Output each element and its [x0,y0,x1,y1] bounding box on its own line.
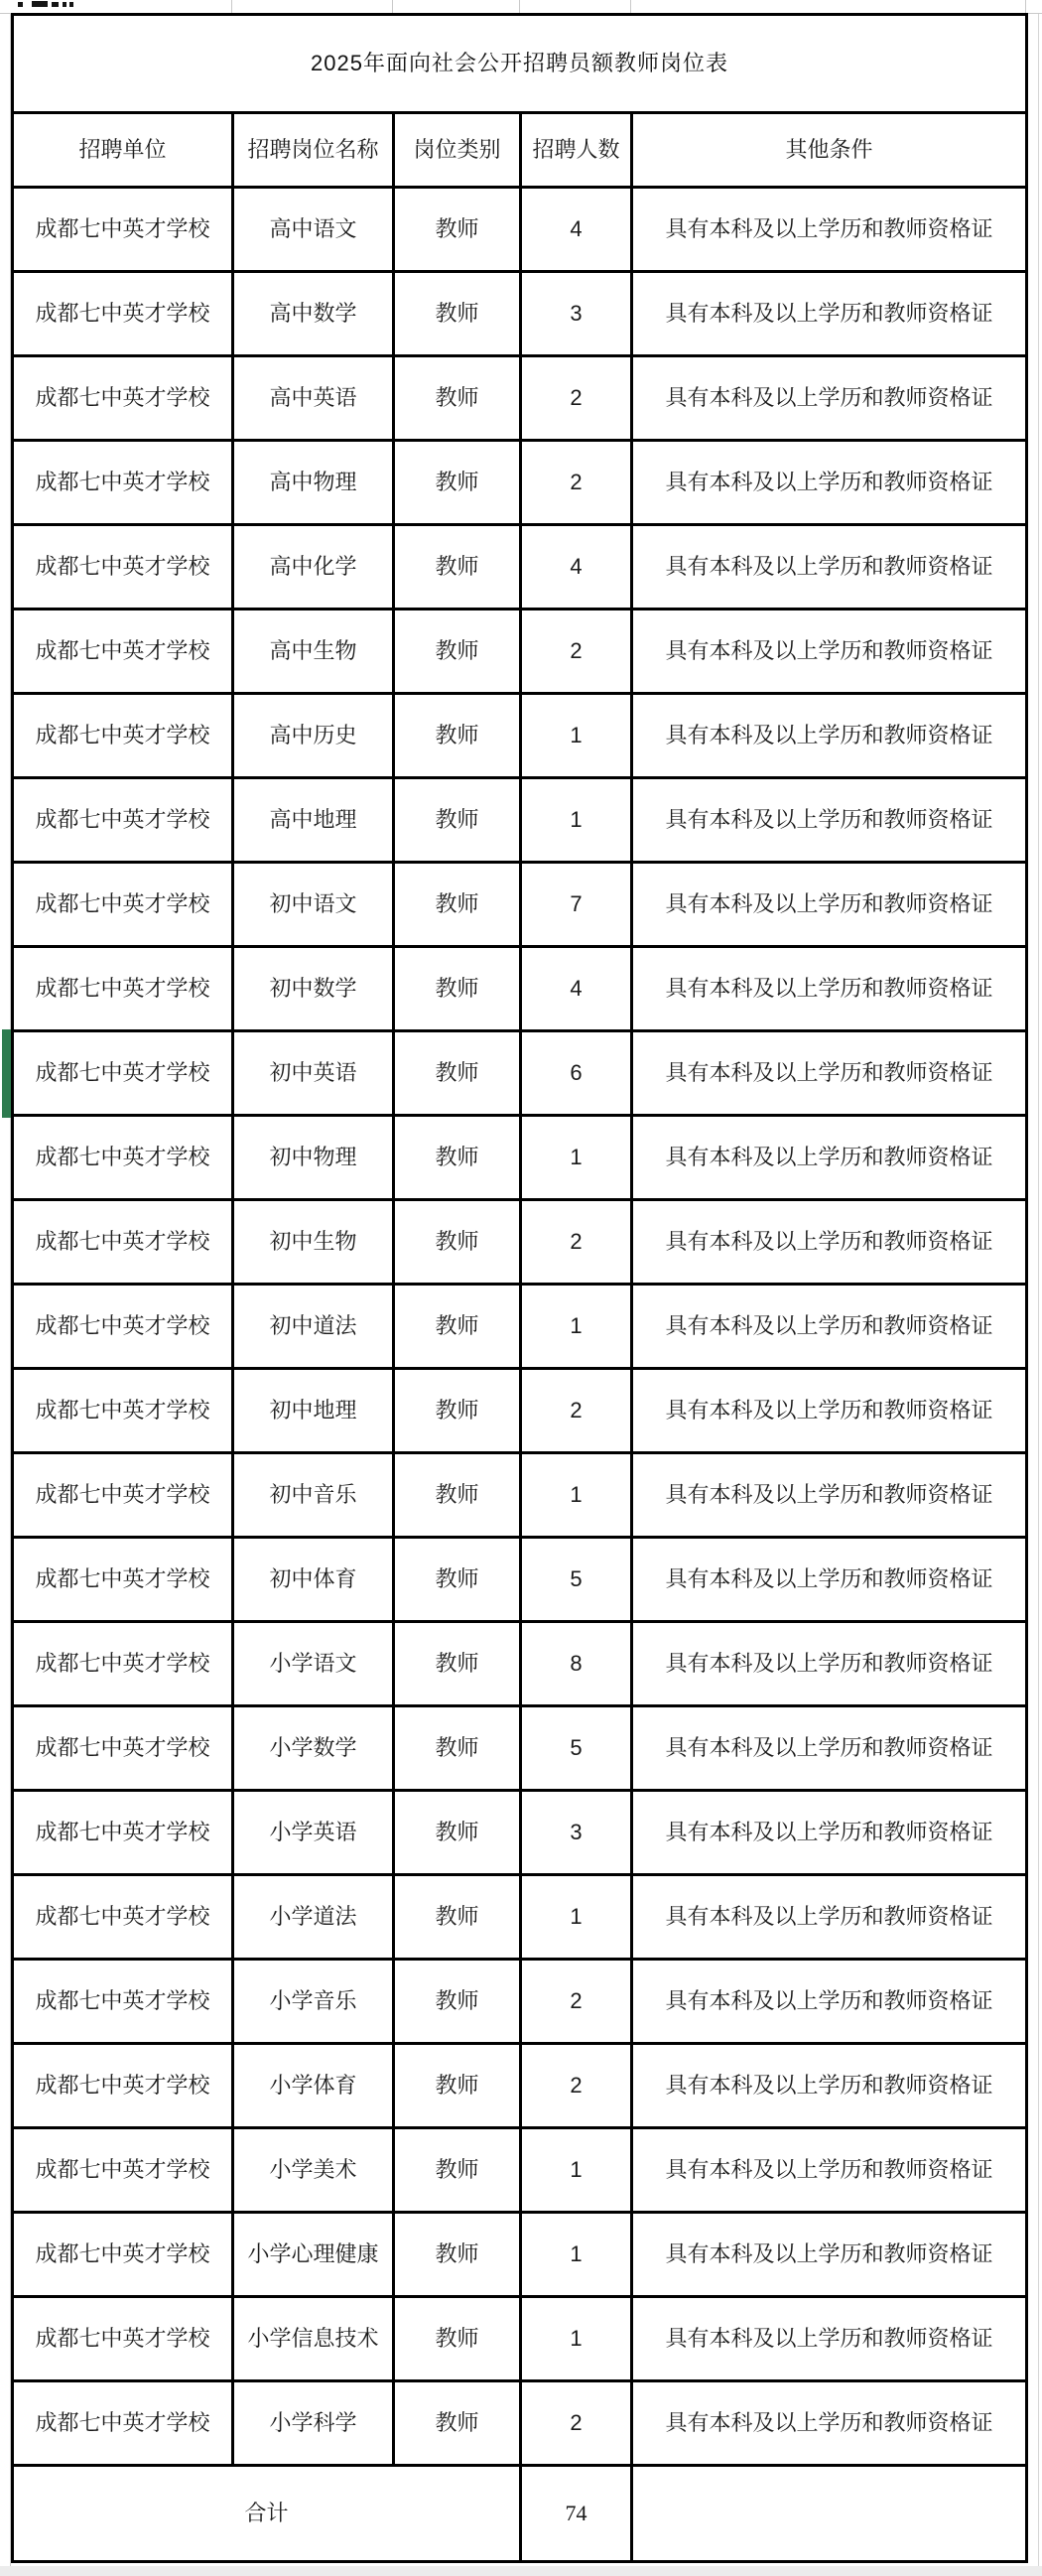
cell-condition[interactable]: 具有本科及以上学历和教师资格证 [632,188,1027,272]
cell-condition[interactable]: 具有本科及以上学历和教师资格证 [632,1791,1027,1875]
cell-condition[interactable]: 具有本科及以上学历和教师资格证 [632,778,1027,863]
cell-condition[interactable]: 具有本科及以上学历和教师资格证 [632,1031,1027,1116]
cell-category[interactable]: 教师 [394,2128,521,2213]
cell-count[interactable]: 1 [521,1875,632,1960]
cell-count[interactable]: 5 [521,1706,632,1791]
cell-count[interactable]: 1 [521,2297,632,2381]
cell-condition[interactable]: 具有本科及以上学历和教师资格证 [632,1706,1027,1791]
cell-unit[interactable]: 成都七中英才学校 [13,778,233,863]
cell-position[interactable]: 初中语文 [233,863,394,947]
cell-category[interactable]: 教师 [394,1369,521,1453]
cell-condition[interactable]: 具有本科及以上学历和教师资格证 [632,2381,1027,2466]
cell-unit[interactable]: 成都七中英才学校 [13,1369,233,1453]
table-row [13,1875,1027,1960]
cell-condition[interactable]: 具有本科及以上学历和教师资格证 [632,1285,1027,1369]
recruitment-table [11,13,1028,2563]
cell-unit[interactable]: 成都七中英才学校 [13,1285,233,1369]
cell-count[interactable]: 1 [521,694,632,778]
table-row [13,947,1027,1031]
bottom-gray-strip [0,2566,1042,2576]
cell-position[interactable]: 小学语文 [233,1622,394,1706]
cell-count[interactable]: 1 [521,1285,632,1369]
cell-count[interactable]: 2 [521,1200,632,1285]
cell-category[interactable]: 教师 [394,1031,521,1116]
cell-unit[interactable]: 成都七中英才学校 [13,441,233,525]
cell-unit[interactable]: 成都七中英才学校 [13,2128,233,2213]
cell-category[interactable]: 教师 [394,1200,521,1285]
table-row [13,2381,1027,2466]
table-row [13,2044,1027,2128]
cell-unit[interactable]: 成都七中英才学校 [13,1031,233,1116]
cell-unit[interactable]: 成都七中英才学校 [13,356,233,441]
cell-category[interactable]: 教师 [394,525,521,610]
table-header-row [13,113,1027,188]
cell-unit[interactable]: 成都七中英才学校 [13,188,233,272]
table-row [13,1285,1027,1369]
table-row [13,1116,1027,1200]
cell-category[interactable]: 教师 [394,2297,521,2381]
cell-unit[interactable]: 成都七中英才学校 [13,863,233,947]
table-row [13,1369,1027,1453]
column-header-position[interactable]: 招聘岗位名称 [233,113,394,188]
cell-category[interactable]: 教师 [394,1116,521,1200]
cell-unit[interactable]: 成都七中英才学校 [13,1538,233,1622]
cell-position[interactable]: 初中体育 [233,1538,394,1622]
cell-unit[interactable]: 成都七中英才学校 [13,1116,233,1200]
cell-unit[interactable]: 成都七中英才学校 [13,1706,233,1791]
clipped-text-remnant [63,2,66,7]
cell-condition[interactable]: 具有本科及以上学历和教师资格证 [632,2213,1027,2297]
title-row [13,15,1027,113]
cell-position[interactable]: 高中语文 [233,188,394,272]
cell-position[interactable]: 初中道法 [233,1285,394,1369]
cell-category[interactable]: 教师 [394,441,521,525]
cell-position[interactable]: 初中数学 [233,947,394,1031]
table-row [13,1453,1027,1538]
table-row [13,1960,1027,2044]
cell-position[interactable]: 初中英语 [233,1031,394,1116]
cell-condition[interactable]: 具有本科及以上学历和教师资格证 [632,1116,1027,1200]
cell-category[interactable]: 教师 [394,2044,521,2128]
cell-count[interactable]: 1 [521,1116,632,1200]
cell-count[interactable]: 7 [521,863,632,947]
cell-condition[interactable]: 具有本科及以上学历和教师资格证 [632,441,1027,525]
table-row [13,1538,1027,1622]
cell-category[interactable]: 教师 [394,778,521,863]
cell-position[interactable]: 初中生物 [233,1200,394,1285]
cell-position[interactable]: 高中物理 [233,441,394,525]
cell-condition[interactable]: 具有本科及以上学历和教师资格证 [632,1200,1027,1285]
cell-position[interactable]: 高中地理 [233,778,394,863]
cell-category[interactable]: 教师 [394,272,521,356]
table-row [13,694,1027,778]
table-row [13,1791,1027,1875]
cell-position[interactable]: 小学数学 [233,1706,394,1791]
cell-condition[interactable]: 具有本科及以上学历和教师资格证 [632,1960,1027,2044]
cell-count[interactable]: 2 [521,610,632,694]
cell-count[interactable]: 1 [521,2128,632,2213]
cell-category[interactable]: 教师 [394,356,521,441]
cell-category[interactable]: 教师 [394,1960,521,2044]
cell-category[interactable]: 教师 [394,2213,521,2297]
clipped-text-remnant [32,1,48,7]
clipped-text-remnant [52,2,59,7]
top-clipped-row [0,0,1042,14]
cell-count[interactable]: 5 [521,1538,632,1622]
cell-count[interactable]: 2 [521,356,632,441]
cell-count[interactable]: 8 [521,1622,632,1706]
cell-condition[interactable]: 具有本科及以上学历和教师资格证 [632,694,1027,778]
cell-category[interactable]: 教师 [394,947,521,1031]
cell-category[interactable]: 教师 [394,1622,521,1706]
cell-count[interactable]: 6 [521,1031,632,1116]
column-header-category[interactable]: 岗位类别 [394,113,521,188]
cell-unit[interactable]: 成都七中英才学校 [13,947,233,1031]
table-row [13,272,1027,356]
cell-unit[interactable]: 成都七中英才学校 [13,1453,233,1538]
cell-condition[interactable]: 具有本科及以上学历和教师资格证 [632,1369,1027,1453]
column-header-count[interactable]: 招聘人数 [521,113,632,188]
cell-condition[interactable]: 具有本科及以上学历和教师资格证 [632,2128,1027,2213]
cell-position[interactable]: 小学音乐 [233,1960,394,2044]
row-selection-bar[interactable] [2,1029,11,1118]
table-row [13,2297,1027,2381]
cell-count[interactable]: 4 [521,188,632,272]
cell-condition[interactable]: 具有本科及以上学历和教师资格证 [632,1622,1027,1706]
column-gridline-stub [630,0,631,13]
cell-condition[interactable]: 具有本科及以上学历和教师资格证 [632,1875,1027,1960]
cell-condition[interactable]: 具有本科及以上学历和教师资格证 [632,1538,1027,1622]
cell-category[interactable]: 教师 [394,2381,521,2466]
cell-count[interactable]: 1 [521,1453,632,1538]
cell-count[interactable]: 2 [521,441,632,525]
table-row [13,356,1027,441]
cell-unit[interactable]: 成都七中英才学校 [13,1622,233,1706]
cell-condition[interactable]: 具有本科及以上学历和教师资格证 [632,2297,1027,2381]
cell-unit[interactable]: 成都七中英才学校 [13,694,233,778]
cell-unit[interactable]: 成都七中英才学校 [13,2044,233,2128]
cell-unit[interactable]: 成都七中英才学校 [13,525,233,610]
cell-position[interactable]: 高中生物 [233,610,394,694]
cell-condition[interactable]: 具有本科及以上学历和教师资格证 [632,356,1027,441]
cell-condition[interactable]: 具有本科及以上学历和教师资格证 [632,272,1027,356]
cell-category[interactable]: 教师 [394,863,521,947]
cell-position[interactable]: 高中历史 [233,694,394,778]
cell-unit[interactable]: 成都七中英才学校 [13,610,233,694]
cell-condition[interactable]: 具有本科及以上学历和教师资格证 [632,610,1027,694]
cell-count[interactable]: 2 [521,2381,632,2466]
table-row [13,610,1027,694]
cell-position[interactable]: 高中化学 [233,525,394,610]
table-row [13,1200,1027,1285]
cell-category[interactable]: 教师 [394,1791,521,1875]
column-header-unit[interactable]: 招聘单位 [13,113,233,188]
cell-category[interactable]: 教师 [394,1538,521,1622]
cell-count[interactable]: 4 [521,947,632,1031]
column-gridline-stub [231,0,232,13]
cell-count[interactable]: 2 [521,1369,632,1453]
cell-category[interactable]: 教师 [394,694,521,778]
table-row [13,441,1027,525]
cell-count[interactable]: 2 [521,2044,632,2128]
column-header-condition[interactable]: 其他条件 [632,113,1027,188]
cell-position[interactable]: 初中音乐 [233,1453,394,1538]
cell-position[interactable]: 小学科学 [233,2381,394,2466]
cell-count[interactable]: 3 [521,272,632,356]
cell-category[interactable]: 教师 [394,188,521,272]
cell-unit[interactable]: 成都七中英才学校 [13,2381,233,2466]
table-row [13,1706,1027,1791]
cell-condition[interactable]: 具有本科及以上学历和教师资格证 [632,1453,1027,1538]
table-row [13,1622,1027,1706]
cell-unit[interactable]: 成都七中英才学校 [13,2297,233,2381]
cell-unit[interactable]: 成都七中英才学校 [13,2213,233,2297]
cell-count[interactable]: 1 [521,2213,632,2297]
cell-position[interactable]: 小学信息技术 [233,2297,394,2381]
cell-position[interactable]: 小学美术 [233,2128,394,2213]
cell-category[interactable]: 教师 [394,1453,521,1538]
cell-position[interactable]: 高中英语 [233,356,394,441]
cell-position[interactable]: 小学道法 [233,1875,394,1960]
total-empty-cell[interactable] [632,2466,1027,2562]
column-gridline-stub [519,0,520,13]
cell-count[interactable]: 1 [521,778,632,863]
table-row [13,863,1027,947]
cell-condition[interactable]: 具有本科及以上学历和教师资格证 [632,947,1027,1031]
table-row [13,778,1027,863]
clipped-text-remnant [18,2,23,7]
cell-condition[interactable]: 具有本科及以上学历和教师资格证 [632,863,1027,947]
cell-position[interactable]: 小学英语 [233,1791,394,1875]
cell-unit[interactable]: 成都七中英才学校 [13,1960,233,2044]
column-gridline-stub [1025,0,1026,13]
cell-condition[interactable]: 具有本科及以上学历和教师资格证 [632,525,1027,610]
cell-count[interactable]: 4 [521,525,632,610]
cell-category[interactable]: 教师 [394,1875,521,1960]
cell-position[interactable]: 初中物理 [233,1116,394,1200]
table-row [13,2213,1027,2297]
table-body [13,188,1027,2466]
right-margin-gridline [1038,0,1039,2576]
cell-category[interactable]: 教师 [394,1706,521,1791]
total-row [13,2466,1027,2562]
column-gridline-stub [392,0,393,13]
page-title[interactable]: 2025年面向社会公开招聘员额教师岗位表 [13,15,1027,113]
cell-category[interactable]: 教师 [394,610,521,694]
total-label-cell[interactable]: 合计 [13,2466,521,2562]
cell-unit[interactable]: 成都七中英才学校 [13,1200,233,1285]
table-row [13,1031,1027,1116]
cell-condition[interactable]: 具有本科及以上学历和教师资格证 [632,2044,1027,2128]
total-count-cell[interactable]: 74 [521,2466,632,2562]
cell-position[interactable]: 高中数学 [233,272,394,356]
cell-count[interactable]: 3 [521,1791,632,1875]
cell-category[interactable]: 教师 [394,1285,521,1369]
table-row [13,525,1027,610]
cell-count[interactable]: 2 [521,1960,632,2044]
cell-unit[interactable]: 成都七中英才学校 [13,1875,233,1960]
clipped-text-remnant [69,2,73,7]
cell-unit[interactable]: 成都七中英才学校 [13,1791,233,1875]
table-row [13,188,1027,272]
cell-position[interactable]: 小学心理健康 [233,2213,394,2297]
cell-position[interactable]: 小学体育 [233,2044,394,2128]
table-row [13,2128,1027,2213]
cell-position[interactable]: 初中地理 [233,1369,394,1453]
cell-unit[interactable]: 成都七中英才学校 [13,272,233,356]
